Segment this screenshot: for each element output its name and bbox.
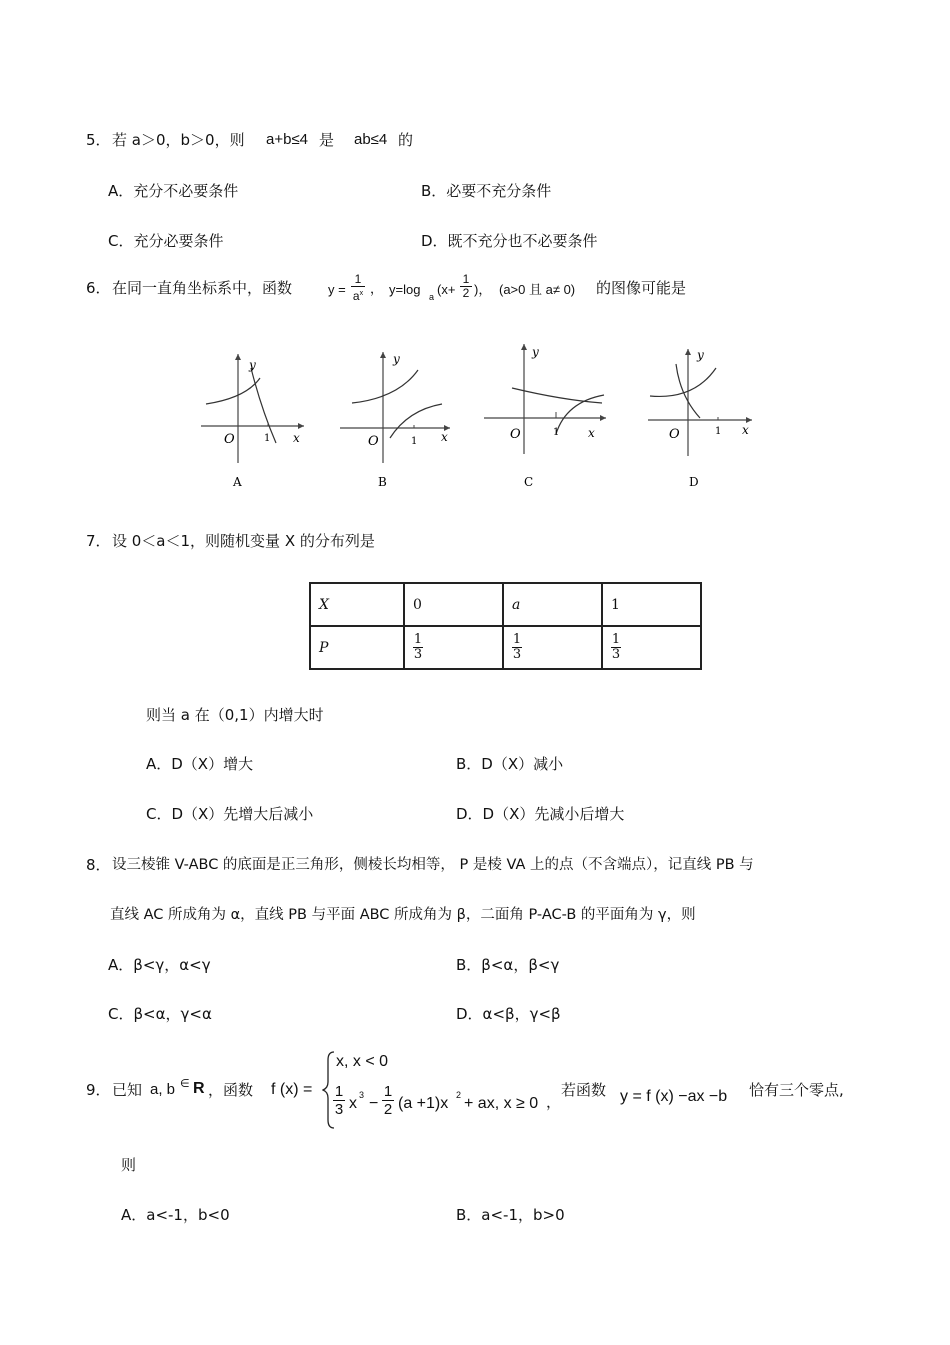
q6-f1-exponent: x (359, 290, 364, 297)
q6-graph-c-origin: O (510, 427, 521, 442)
q6-graph-b-one: 1 (411, 436, 418, 447)
q6-stem: 在同一直角坐标系中，函数 (112, 279, 293, 297)
q7-cell-x-0: 0 (404, 583, 503, 626)
q6-graph-d-y-label: y (697, 348, 704, 362)
q6-graph-b-origin: O (368, 434, 379, 449)
q5-option-d: D．既不充分也不必要条件 (421, 232, 598, 250)
q6-graph-c-label: C (524, 475, 534, 489)
q6-f1-left: y = (328, 282, 346, 297)
q9-option-b: B．a<-1，b>0 (456, 1206, 565, 1224)
q6-graph-a-x-label: x (293, 431, 300, 445)
q7-table-row-p (310, 626, 701, 669)
q6-graph-c-one: 1 (553, 427, 560, 438)
q6-graph-b-label: B (378, 475, 387, 489)
q7-then: 则当 a 在（0,1）内增大时 (146, 706, 324, 724)
q7-p3-num: 1 (611, 632, 621, 647)
q9-c2-num1: 1 (334, 1083, 344, 1100)
q6-graph-a (196, 348, 312, 493)
q7-cell-p-1 (404, 626, 503, 669)
q9-c2-exp3: 3 (359, 1090, 365, 1100)
q6-f1-bar (351, 286, 365, 287)
q5-option-a: A．充分不必要条件 (108, 182, 239, 200)
q6-f2-left: y=log (389, 282, 421, 297)
q6-graph-b-y-label: y (393, 352, 400, 366)
q7-stem: 设 0＜a＜1，则随机变量 X 的分布列是 (112, 532, 375, 550)
q6-graph-c (482, 342, 612, 493)
q9-case-1: x, x < 0 (336, 1053, 389, 1070)
q9-known: 已知 (112, 1081, 143, 1099)
q9-c2-tail: + ax, x ≥ 0 (464, 1095, 539, 1112)
q6-f1-numerator: 1 (354, 272, 362, 286)
q9-y-expr: y = f (x) −ax −b (620, 1088, 728, 1105)
q6-condition: (a>0 且 a≠ 0) (499, 282, 576, 297)
q5-is: 是 (319, 131, 335, 149)
q6-f2-fraction (460, 273, 472, 300)
q9-if-func: 若函数 (561, 1081, 607, 1099)
q6-f1-fraction (351, 273, 365, 303)
q9-fx: f (x) = (271, 1081, 313, 1098)
q9-case2-frac-third (333, 1083, 345, 1118)
q6-graph-c-y-label: y (532, 345, 539, 359)
q5-number: 5． (86, 131, 111, 149)
q8-option-d: D．α<β，γ<β (456, 1005, 561, 1023)
q6-graph-d-one: 1 (715, 426, 722, 437)
q6-graph-a-origin: O (224, 432, 235, 447)
q7-table-row-x (310, 583, 701, 626)
q9-c2-exp2: 2 (456, 1090, 462, 1100)
q5-condition-product: ab≤4 (354, 131, 388, 148)
q7-option-a: A．D（X）增大 (146, 755, 254, 773)
q9-c2-rest: (a +1)x (398, 1095, 449, 1112)
q9-three-zeros: 恰有三个零点, (749, 1081, 844, 1099)
q5-option-c: C．充分必要条件 (108, 232, 224, 250)
q7-p3-den: 3 (611, 647, 621, 662)
q6-f2-numerator: 1 (462, 272, 470, 286)
q6-f2-denominator: 2 (462, 286, 470, 300)
q9-then: 则 (121, 1156, 137, 1174)
q6-tail: 的图像可能是 (596, 279, 687, 297)
q6-graph-d (644, 346, 760, 493)
q6-number: 6． (86, 279, 111, 297)
q5-de: 的 (398, 131, 414, 149)
q7-cell-x-1: 1 (602, 583, 701, 626)
q9-ab: a, b (150, 1081, 176, 1098)
q9-option-a: A．a<-1，b<0 (121, 1206, 230, 1224)
q9-c2-minus: − (369, 1095, 379, 1112)
q5-option-b: B．必要不充分条件 (421, 182, 552, 200)
q8-number: 8． (86, 856, 111, 874)
q6-graph-d-x-label: x (742, 423, 749, 437)
q9-in-symbol: ∈ (180, 1078, 190, 1090)
q7-option-b: B．D（X）减小 (456, 755, 564, 773)
q7-cell-p-3 (602, 626, 701, 669)
q5-stem: 若 a＞0，b＞0，则 (112, 131, 245, 149)
q7-option-d: D．D（X）先减小后增大 (456, 805, 625, 823)
q9-case2-frac-half (382, 1083, 394, 1118)
q7-cell-p-label: P (310, 626, 404, 669)
q8-line-1: 设三棱锥 V-ABC 的底面是正三角形，侧棱长均相等， P 是棱 VA 上的点（不含端点），记直线 PB 与 (112, 857, 754, 873)
q7-number: 7． (86, 532, 111, 550)
q9-R: R (193, 1080, 205, 1097)
q7-cell-x-label: X (310, 583, 404, 626)
q6-f2-base: a (429, 292, 435, 302)
q6-graph-a-label: A (233, 475, 242, 489)
q6-graph-a-y-label: y (249, 358, 256, 372)
q6-f2-mid: (x+ (437, 282, 456, 297)
q6-f1-denominator: a (352, 289, 360, 303)
q6-graph-a-one: 1 (264, 433, 271, 444)
q7-distribution-table (309, 582, 702, 670)
q7-p1-den: 3 (413, 647, 423, 662)
q5-condition-sum: a+b≤4 (266, 131, 309, 148)
q9-c2-den2: 2 (383, 1101, 393, 1118)
q7-option-c: C．D（X）先增大后减小 (146, 805, 314, 823)
q6-graph-b-x-label: x (441, 430, 448, 444)
q8-line-2: 直线 AC 所成角为 α，直线 PB 与平面 ABC 所成角为 β，二面角 P-AC-B 的平面角为 γ，则 (110, 907, 696, 923)
q6-comma: ， (370, 282, 384, 297)
q8-option-a: A．β<γ，α<γ (108, 956, 211, 974)
q7-p2-den: 3 (512, 647, 522, 662)
q6-graph-c-x-label: x (588, 426, 595, 440)
q9-c2-x3: x (349, 1095, 357, 1112)
q8-option-c: C．β<α，γ<α (108, 1005, 212, 1023)
q7-cell-x-a: a (503, 583, 602, 626)
q6-graph-d-origin: O (669, 427, 680, 442)
q6-f2-right: )， (474, 282, 492, 297)
q9-c2-num2: 1 (383, 1083, 393, 1100)
q7-p1-num: 1 (413, 632, 423, 647)
q6-graph-b (338, 348, 458, 493)
q9-comma: ， (546, 1093, 562, 1111)
q9-c2-den1: 3 (334, 1101, 344, 1118)
q9-number: 9． (86, 1081, 111, 1099)
q7-p2-num: 1 (512, 632, 522, 647)
q6-graph-d-label: D (689, 475, 699, 489)
q9-func-word: ，函数 (208, 1081, 254, 1099)
q8-option-b: B．β<α，β<γ (456, 956, 560, 974)
q7-cell-p-2 (503, 626, 602, 669)
